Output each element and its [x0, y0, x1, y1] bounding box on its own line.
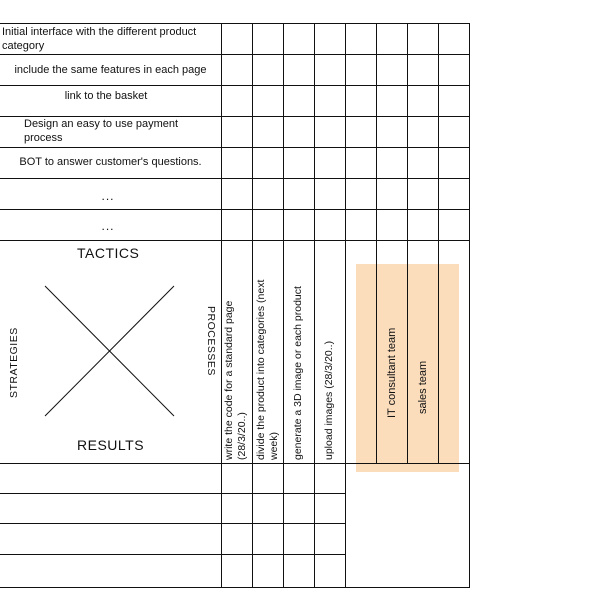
process-col-1: write the code for a standard page (28/3/20..)	[223, 300, 248, 460]
process-col-4: upload images (28/3/20..)	[323, 340, 335, 460]
tactic-row-2: include the same features in each page	[14, 64, 207, 76]
team-col-2: sales team	[417, 360, 429, 414]
tactic-row-6: ...	[101, 189, 115, 203]
tactics-label: TACTICS	[77, 245, 140, 261]
team-col-1: IT consultant team	[386, 327, 398, 418]
tactic-row-3: link to the basket	[64, 90, 148, 102]
strategies-label: STRATEGIES	[8, 327, 20, 398]
tactic-row-4: Design an easy to use payment process	[24, 118, 179, 144]
processes-label-text: PROCESSES	[205, 306, 217, 376]
process-col-2: divide the product into categories (next week)	[255, 279, 280, 460]
results-label: RESULTS	[77, 437, 145, 453]
tactic-row-1: Initial interface with the different product category	[2, 26, 197, 52]
tactic-row-5: BOT to answer customer's questions.	[19, 156, 202, 168]
process-col-3: generate a 3D image or each product	[292, 286, 304, 460]
tactic-row-7: ...	[101, 219, 115, 233]
